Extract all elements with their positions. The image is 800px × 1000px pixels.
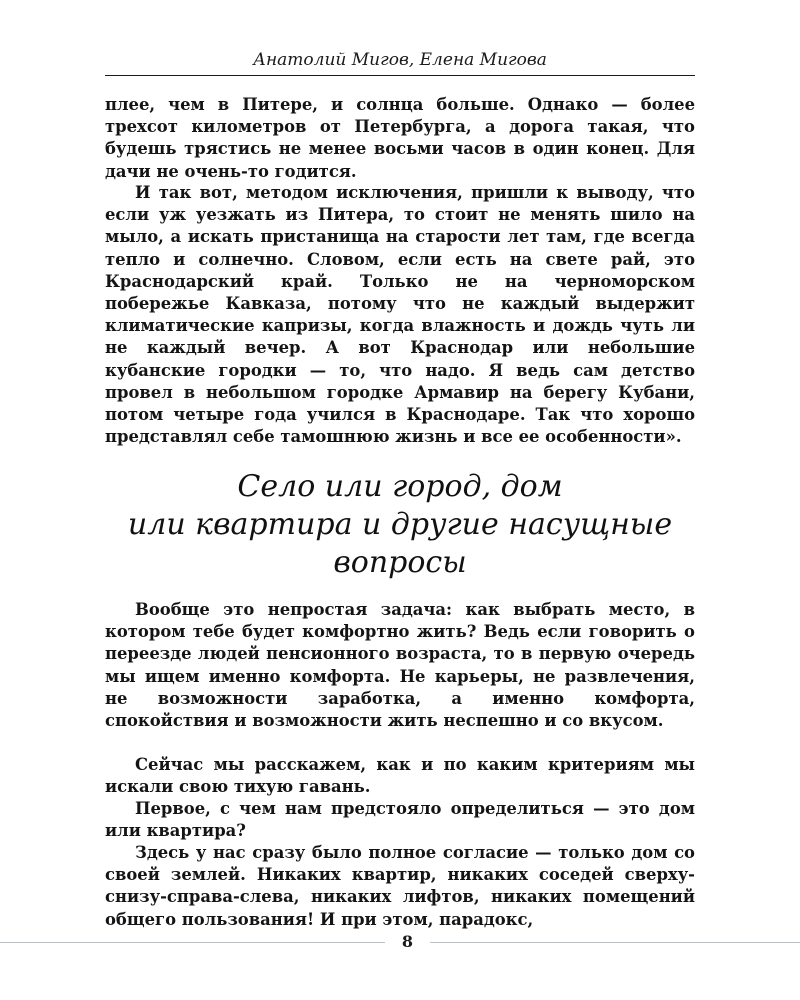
header-rule — [105, 75, 695, 76]
footer-rule-left — [0, 942, 385, 943]
section-title-line-2: или квартира и другие насущные — [127, 507, 673, 542]
paragraph-exclusion: И так вот, методом исключения, пришли к выводу, что если уж уезжать из Питера, то стоит не менять шило на мыло, а искать пристанища на старости лет там, где всегда тепло и солнечно. Словом, если есть на свете рай, это Краснодарский край. Только не на черноморском побережье Кавказа, потому что не каждый выдержит климатические капризы, когда влажность и дождь чуть ли не каждый вечер. А вот Краснодар или небольшие кубанские городки — то, что надо. Я ведь сам детство провел в небольшом городке Армавир на берегу Кубани, потом четыре года учился в Краснодаре. Так что хорошо представлял себе тамошнюю жизнь и все ее особенности». — [105, 183, 695, 447]
page-number: 8 — [401, 932, 414, 951]
paragraph-only-house: Здесь у нас сразу было полное согласие — только дом со своей землей. Никаких квартир, никаких соседей сверху-снизу-справа-слева, никаких лифтов, никаких помещений общего пользования! И при этом, парадокс, — [105, 843, 695, 929]
section-title-line-3: вопросы — [333, 545, 467, 580]
paragraph-choosing-place: Вообще это непростая задача: как выбрать место, в котором тебе будет комфортно жить? Ведь если говорить о переезде людей пенсионного возраста, то в первую очередь мы ищем именно комфорта. Не карьеры, не развлечения, не возможности заработка, а именно комфорта, спокойствия и возможности жить неспешно и со вкусом. — [105, 600, 695, 731]
section-title-line-1: Село или город, дом — [237, 469, 563, 504]
footer-rule-right — [430, 942, 800, 943]
paragraph-continuation: плее, чем в Питере, и солнца больше. Однако — более трехсот километров от Петербурга, а дорога такая, что будешь трястись не менее восьми часов в один конец. Для дачи не очень-то годится. — [105, 95, 695, 181]
paragraph-house-or-flat: Первое, с чем нам предстояло определиться — это дом или квартира? — [105, 799, 695, 841]
paragraph-criteria: Сейчас мы расскажем, как и по каким критериям мы искали свою тихую гавань. — [105, 755, 695, 797]
section-title — [105, 468, 695, 582]
running-head: Анатолий Мигов, Елена Мигова — [253, 50, 547, 70]
